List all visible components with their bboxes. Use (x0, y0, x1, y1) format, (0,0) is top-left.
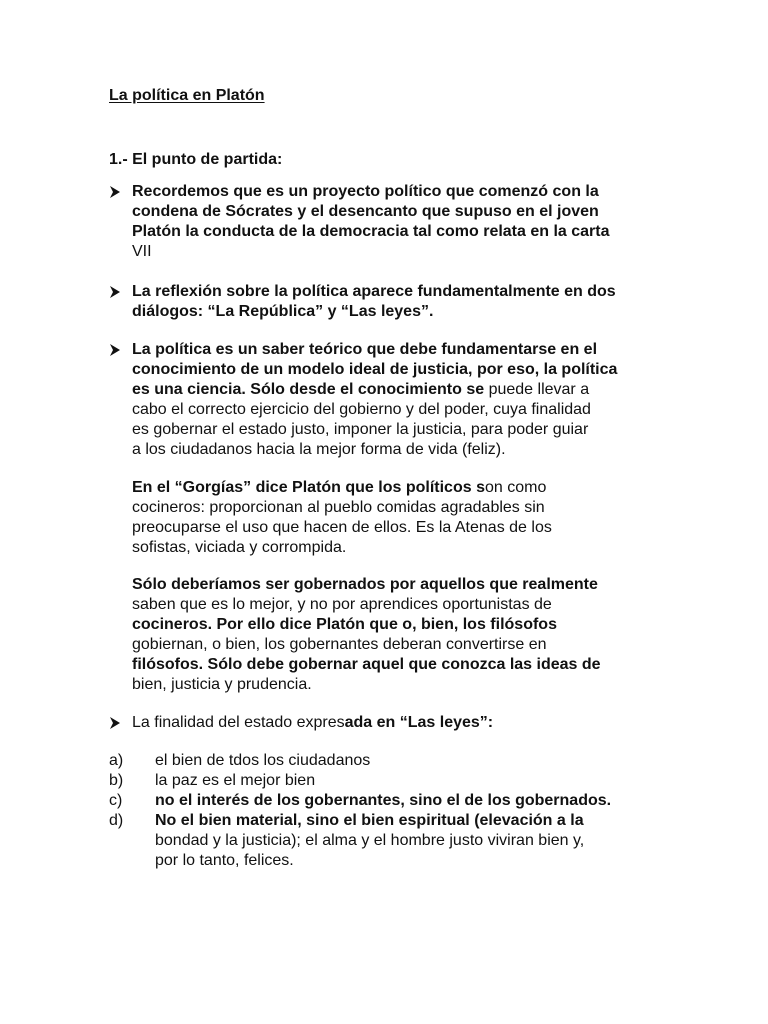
bullet-line: La reflexión sobre la política aparece fundamentalmente en dos (132, 283, 616, 300)
arrowhead-bullet-icon (109, 185, 121, 199)
bullet-line: es gobernar el estado justo, imponer la justicia, para poder guiar (132, 421, 589, 438)
list-item-text: la paz es el mejor bien (155, 772, 316, 789)
paragraph-line: filósofos. Sólo debe gobernar aquel que conozca las ideas de (132, 656, 601, 673)
bullet-line: Recordemos que es un proyecto político que comenzó con la (132, 183, 599, 200)
paragraph-regular-part: on como (484, 479, 547, 496)
bullet-line-regular-part: puede llevar a (484, 381, 590, 398)
list-item (109, 751, 611, 771)
bullet-item (109, 182, 684, 262)
bullet-line: diálogos: “La República” y “Las leyes”. (132, 303, 434, 320)
bullet-line: Platón la conducta de la democracia tal como relata en la carta (132, 223, 610, 240)
bullet-regular-part: La finalidad del estado expres (132, 714, 345, 731)
list-item (109, 791, 611, 811)
bullet-line-bold-part: es una ciencia. Sólo desde el conocimiento se (132, 381, 485, 398)
list-item (109, 811, 611, 871)
list-item (109, 771, 611, 791)
list-item-text: bondad y la justicia); el alma y el hombre justo viviran bien y, (155, 832, 585, 849)
paragraph-line: saben que es lo mejor, y no por aprendices oportunistas de (132, 596, 552, 613)
paragraph-line: cocineros: proporcionan al pueblo comidas agradables sin (132, 499, 545, 516)
paragraph-line: cocineros. Por ello dice Platón que o, bien, los filósofos (132, 616, 557, 633)
list-marker: d) (109, 812, 124, 829)
paragraph-bold-part: En el “Gorgías” dice Platón que los políticos s (132, 479, 485, 496)
list-marker: a) (109, 752, 124, 769)
gorgias-paragraph (132, 478, 552, 558)
section-heading: 1.- El punto de partida: (109, 151, 283, 168)
bullet-bold-part: ada en “Las leyes”: (344, 714, 494, 731)
paragraph-line: preocuparse el uso que hacen de ellos. Es la Atenas de los (132, 519, 552, 536)
arrowhead-bullet-icon (109, 716, 121, 730)
arrowhead-bullet-icon (109, 343, 121, 357)
bullet-line: La política es un saber teórico que debe fundamentarse en el (132, 341, 598, 358)
document-title: La política en Platón (109, 87, 265, 104)
bullet-item (109, 282, 684, 322)
gobernados-paragraph (132, 575, 601, 695)
bullet-line: VII (132, 243, 152, 260)
bullet-item (109, 340, 684, 460)
list-item-text: por lo tanto, felices. (155, 852, 294, 869)
list-marker: c) (109, 792, 123, 809)
bullet-line: cabo el correcto ejercicio del gobierno y del poder, cuya finalidad (132, 401, 591, 418)
paragraph-line: sofistas, viciada y corrompida. (132, 539, 347, 556)
bullet-line: a los ciudadanos hacia la mejor forma de vida (feliz). (132, 441, 506, 458)
paragraph-line: bien, justicia y prudencia. (132, 676, 312, 693)
bullet-line: condena de Sócrates y el desencanto que supuso en el joven (132, 203, 599, 220)
paragraph-line: gobiernan, o bien, los gobernantes deberan convertirse en (132, 636, 547, 653)
lettered-list (109, 751, 611, 871)
bullet-item (109, 713, 684, 733)
paragraph-line: Sólo deberíamos ser gobernados por aquellos que realmente (132, 576, 598, 593)
bullet-line: conocimiento de un modelo ideal de justicia, por eso, la política (132, 361, 618, 378)
list-marker: b) (109, 772, 124, 789)
list-item-text: No el bien material, sino el bien espiritual (elevación a la (155, 812, 584, 829)
arrowhead-bullet-icon (109, 285, 121, 299)
list-item-text: no el interés de los gobernantes, sino el de los gobernados. (155, 792, 612, 809)
list-item-text: el bien de tdos los ciudadanos (155, 752, 371, 769)
